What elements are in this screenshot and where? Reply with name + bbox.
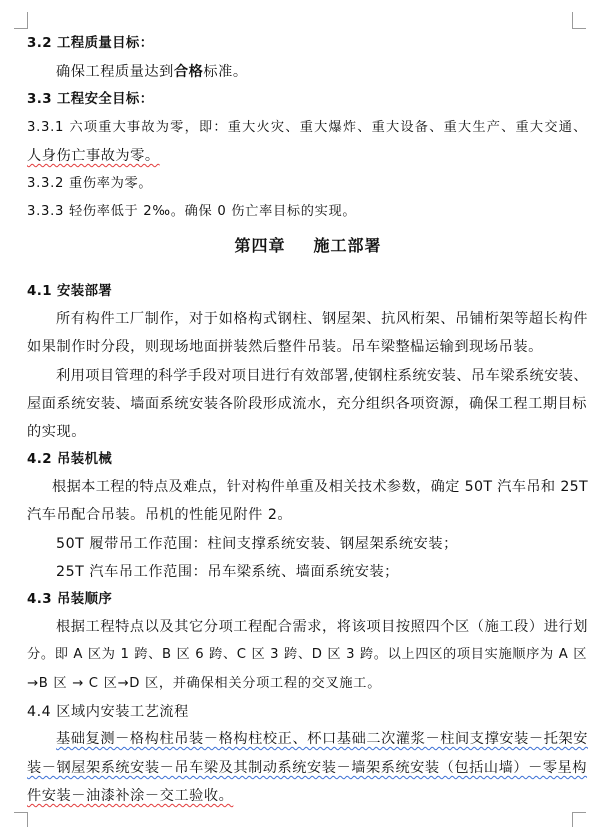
process-flow-line-2-text: 装－钢屋架系统安装－吊车梁及其制动系统安装－墙架系统安装（包括山墙）－零星构 — [27, 760, 588, 776]
paragraph-quality-goal — [56, 62, 588, 82]
heading-3-3: 3.3 工程安全目标： — [27, 92, 154, 107]
process-flow-line-3-text: 件安装－油漆补涂－交工验收。 — [27, 788, 234, 804]
crop-mark-bottom-left — [14, 812, 28, 827]
heading-3-2: 3.2 工程质量目标： — [27, 36, 154, 51]
safety-item-2: 3.3.2 重伤率为零。 — [27, 176, 153, 191]
install-p1-line-1: 所有构件工厂制作，对于如格构式钢柱、钢屋架、抗风桁架、吊铺桁架等超长构件 — [56, 311, 588, 327]
process-flow-line-1 — [56, 729, 588, 749]
machinery-truck-crane-scope: 25T 汽车吊工作范围：吊车梁系统、墙面系统安装； — [56, 564, 399, 580]
safety-item-1-line-2-text: 人身伤亡事故为零。 — [27, 148, 160, 164]
process-flow-line-2 — [27, 758, 587, 778]
machinery-crawler-crane-scope: 50T 履带吊工作范围：柱间支撑系统安装、钢屋架系统安装； — [56, 536, 458, 552]
chapter-title — [0, 236, 616, 256]
sequence-p1-line-2: 分。即 A 区为 1 跨、B 区 6 跨、C 区 3 跨、D 区 3 跨。以上四区的项目实施顺序为 A 区 — [27, 647, 587, 662]
heading-4-2: 4.2 吊装机械 — [27, 452, 113, 467]
sequence-p1-line-3: →B 区 → C 区→D 区，并确保相关分项工程的交叉施工。 — [27, 676, 382, 691]
safety-item-3: 3.3.3 轻伤率低于 2‰。确保 0 伤亡率目标的实现。 — [27, 204, 357, 219]
process-flow-line-1-text: 基础复测－格构柱吊装－格构柱校正、杯口基础二次灌浆－柱间支撑安装－托架安 — [56, 731, 588, 747]
heading-4-1: 4.1 安装部署 — [27, 284, 113, 299]
quality-goal-text-after: 标准。 — [203, 64, 248, 80]
install-p1-line-2: 如果制作时分段，则现场地面拼装然后整件吊装。吊车梁整榀运输到现场吊装。 — [27, 339, 543, 355]
chapter-name: 施工部署 — [313, 236, 382, 255]
quality-goal-bold: 合格 — [173, 64, 204, 80]
crop-mark-bottom-right — [572, 812, 586, 827]
safety-item-1-line-1: 3.3.1 六项重大事故为零，即：重大火灾、重大爆炸、重大设备、重大生产、重大交通、 — [27, 120, 587, 135]
process-flow-line-3 — [27, 786, 587, 806]
safety-item-1-line-2 — [27, 146, 587, 166]
heading-4-3: 4.3 吊装顺序 — [27, 592, 113, 607]
chapter-number: 第四章 — [234, 236, 286, 255]
quality-goal-text-before: 确保工程质量达到 — [56, 64, 174, 80]
machinery-p1-line-1: 根据本工程的特点及难点，针对构件单重及相关技术参数，确定 50T 汽车吊和 25T — [52, 479, 588, 495]
heading-4-4: 4.4 区域内安装工艺流程 — [27, 704, 189, 720]
install-p2-line-3: 的实现。 — [27, 424, 86, 440]
crop-mark-top-left — [14, 12, 28, 29]
machinery-p1-line-2: 汽车吊配合吊装。吊机的性能见附件 2。 — [27, 507, 293, 523]
crop-mark-top-right — [572, 12, 586, 29]
install-p2-line-1: 利用项目管理的科学手段对项目进行有效部署,使钢柱系统安装、吊车梁系统安装、 — [56, 368, 588, 384]
install-p2-line-2: 屋面系统安装、墙面系统安装各阶段形成流水，充分组织各项资源，确保工程工期目标 — [27, 396, 588, 412]
sequence-p1-line-1: 根据工程特点以及其它分项工程配合需求，将该项目按照四个区（施工段）进行划 — [56, 619, 588, 635]
